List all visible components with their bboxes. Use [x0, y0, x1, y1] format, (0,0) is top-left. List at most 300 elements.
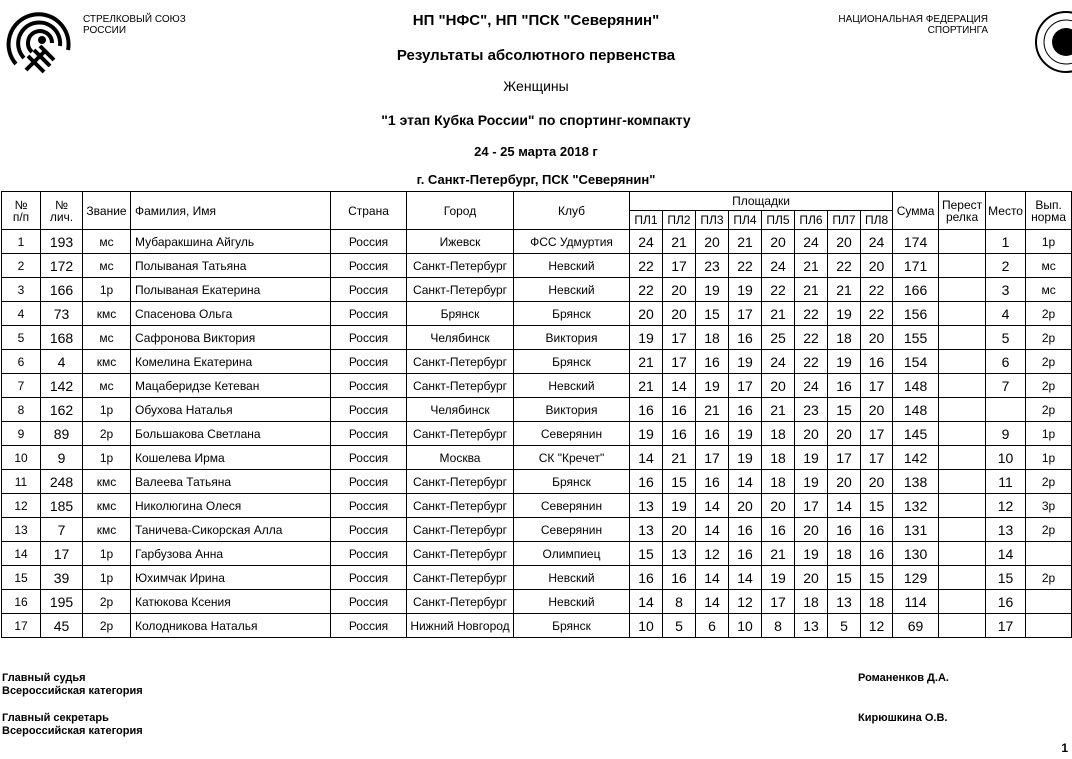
rank-cell: 1р	[83, 278, 131, 302]
shootoff-cell	[939, 422, 986, 446]
site-score: 16	[696, 470, 729, 494]
place-cell: 17	[986, 614, 1026, 638]
city-cell: Санкт-Петербург	[407, 494, 514, 518]
country-cell: Россия	[331, 566, 407, 590]
license-number: 17	[41, 542, 83, 566]
table-row	[2, 278, 1072, 302]
site-score: 15	[630, 542, 663, 566]
table-row	[2, 374, 1072, 398]
site-score: 12	[861, 614, 893, 638]
site-score: 17	[762, 590, 795, 614]
site-score: 14	[630, 446, 663, 470]
athlete-name: Спасенова Ольга	[131, 302, 331, 326]
site-score: 22	[861, 278, 893, 302]
site-score: 16	[663, 398, 696, 422]
site-score: 6	[696, 614, 729, 638]
site-score: 17	[663, 254, 696, 278]
site-score: 25	[762, 326, 795, 350]
city-cell: Челябинск	[407, 326, 514, 350]
rank-cell: мс	[83, 374, 131, 398]
site-score: 16	[696, 350, 729, 374]
site-score: 24	[762, 254, 795, 278]
site-score: 22	[729, 254, 762, 278]
site-score: 19	[729, 350, 762, 374]
site-score: 20	[828, 422, 861, 446]
row-number: 7	[2, 374, 41, 398]
rank-cell: кмс	[83, 350, 131, 374]
country-cell: Россия	[331, 518, 407, 542]
chief-secretary-title: Главный секретарь	[2, 712, 109, 724]
site-score: 15	[828, 398, 861, 422]
norm-cell: 3р	[1026, 494, 1072, 518]
license-number: 7	[41, 518, 83, 542]
shootoff-cell	[939, 254, 986, 278]
site-score: 22	[630, 278, 663, 302]
site-score: 20	[828, 470, 861, 494]
row-number: 14	[2, 542, 41, 566]
site-score: 14	[729, 470, 762, 494]
site-score: 20	[630, 302, 663, 326]
site-score: 21	[729, 230, 762, 254]
country-cell: Россия	[331, 494, 407, 518]
table-row	[2, 494, 1072, 518]
site-score: 14	[828, 494, 861, 518]
place-cell: 2	[986, 254, 1026, 278]
country-cell: Россия	[331, 278, 407, 302]
chief-judge-name: Романенков Д.А.	[858, 672, 949, 684]
site-score: 19	[630, 422, 663, 446]
chief-secretary-block	[2, 712, 143, 738]
rank-cell: 1р	[83, 566, 131, 590]
club-cell: Невский	[514, 566, 630, 590]
col-site-header: ПЛ7	[828, 211, 861, 230]
license-number: 39	[41, 566, 83, 590]
site-score: 16	[630, 470, 663, 494]
site-score: 20	[795, 422, 828, 446]
site-score: 17	[729, 374, 762, 398]
org-left-line: СТРЕЛКОВЫЙ СОЮЗ	[83, 14, 186, 25]
site-score: 18	[828, 326, 861, 350]
license-number: 4	[41, 350, 83, 374]
place-cell: 12	[986, 494, 1026, 518]
norm-cell	[1026, 590, 1072, 614]
norm-cell: 1р	[1026, 446, 1072, 470]
table-row	[2, 470, 1072, 494]
table-row	[2, 446, 1072, 470]
athlete-name: Полываная Татьяна	[131, 254, 331, 278]
site-score: 24	[630, 230, 663, 254]
site-score: 16	[861, 542, 893, 566]
table-row	[2, 566, 1072, 590]
site-score: 21	[828, 278, 861, 302]
site-score: 15	[828, 566, 861, 590]
site-score: 14	[696, 518, 729, 542]
site-score: 24	[861, 230, 893, 254]
site-score: 23	[795, 398, 828, 422]
site-score: 19	[729, 446, 762, 470]
shootoff-cell	[939, 446, 986, 470]
site-score: 18	[762, 422, 795, 446]
shootoff-cell	[939, 566, 986, 590]
site-score: 5	[828, 614, 861, 638]
club-cell: Виктория	[514, 398, 630, 422]
license-number: 73	[41, 302, 83, 326]
city-cell: Нижний Новгород	[407, 614, 514, 638]
total-sum: 138	[893, 470, 939, 494]
site-score: 10	[729, 614, 762, 638]
site-score: 15	[663, 470, 696, 494]
chief-secretary-category: Всероссийская категория	[2, 725, 143, 737]
country-cell: Россия	[331, 254, 407, 278]
org-left-line: РОССИИ	[83, 25, 127, 36]
total-sum: 156	[893, 302, 939, 326]
chief-judge-block	[2, 672, 143, 698]
col-site-header: ПЛ8	[861, 211, 893, 230]
place-cell: 15	[986, 566, 1026, 590]
club-cell: Олимпиец	[514, 542, 630, 566]
site-score: 22	[630, 254, 663, 278]
site-score: 17	[828, 446, 861, 470]
city-cell: Санкт-Петербург	[407, 542, 514, 566]
total-sum: 148	[893, 374, 939, 398]
license-number: 9	[41, 446, 83, 470]
col-license-header: № лич.	[41, 192, 83, 230]
total-sum: 142	[893, 446, 939, 470]
chief-judge-title: Главный судья	[2, 672, 86, 684]
site-score: 20	[663, 518, 696, 542]
site-score: 14	[729, 566, 762, 590]
site-score: 16	[729, 326, 762, 350]
site-score: 18	[828, 542, 861, 566]
site-score: 19	[696, 278, 729, 302]
total-sum: 155	[893, 326, 939, 350]
total-sum: 130	[893, 542, 939, 566]
rank-cell: мс	[83, 326, 131, 350]
country-cell: Россия	[331, 422, 407, 446]
club-cell: СК "Кречет"	[514, 446, 630, 470]
athlete-name: Мубаракшина Айгуль	[131, 230, 331, 254]
site-score: 22	[795, 350, 828, 374]
club-cell: Невский	[514, 374, 630, 398]
row-number: 3	[2, 278, 41, 302]
rank-cell: 2р	[83, 422, 131, 446]
athlete-name: Николюгина Олеся	[131, 494, 331, 518]
site-score: 14	[630, 590, 663, 614]
norm-cell	[1026, 542, 1072, 566]
doc-event: "1 этап Кубка России" по спортинг-компакту	[381, 112, 691, 128]
col-site-header: ПЛ6	[795, 211, 828, 230]
site-score: 20	[762, 494, 795, 518]
license-number: 166	[41, 278, 83, 302]
site-score: 16	[630, 398, 663, 422]
site-score: 16	[861, 518, 893, 542]
row-number: 17	[2, 614, 41, 638]
shootoff-cell	[939, 374, 986, 398]
place-cell: 11	[986, 470, 1026, 494]
col-site-header: ПЛ4	[729, 211, 762, 230]
rank-cell: кмс	[83, 302, 131, 326]
shootoff-cell	[939, 614, 986, 638]
club-cell: Северянин	[514, 494, 630, 518]
site-score: 20	[861, 470, 893, 494]
doc-subtitle: Результаты абсолютного первенства	[396, 47, 676, 64]
table-row	[2, 350, 1072, 374]
chief-secretary-name: Кирюшкина О.В.	[858, 712, 948, 724]
shootoff-cell	[939, 230, 986, 254]
table-row	[2, 590, 1072, 614]
site-score: 15	[861, 566, 893, 590]
norm-cell: мс	[1026, 254, 1072, 278]
site-score: 17	[696, 446, 729, 470]
city-cell: Санкт-Петербург	[407, 254, 514, 278]
site-score: 17	[861, 422, 893, 446]
site-score: 16	[729, 542, 762, 566]
table-row	[2, 230, 1072, 254]
row-number: 15	[2, 566, 41, 590]
total-sum: 148	[893, 398, 939, 422]
site-score: 18	[696, 326, 729, 350]
site-score: 20	[663, 302, 696, 326]
site-score: 17	[663, 326, 696, 350]
athlete-name: Обухова Наталья	[131, 398, 331, 422]
shootoff-cell	[939, 278, 986, 302]
city-cell: Москва	[407, 446, 514, 470]
col-country-header: Страна	[331, 192, 407, 230]
site-score: 18	[762, 446, 795, 470]
site-score: 19	[630, 326, 663, 350]
site-score: 19	[795, 470, 828, 494]
total-sum: 145	[893, 422, 939, 446]
total-sum: 132	[893, 494, 939, 518]
norm-cell: 2р	[1026, 302, 1072, 326]
country-cell: Россия	[331, 374, 407, 398]
site-score: 21	[663, 230, 696, 254]
site-score: 14	[663, 374, 696, 398]
org-right-line: НАЦИОНАЛЬНАЯ ФЕДЕРАЦИЯ	[838, 14, 988, 25]
doc-dates: 24 - 25 марта 2018 г	[474, 144, 598, 159]
row-number: 13	[2, 518, 41, 542]
total-sum: 69	[893, 614, 939, 638]
rank-cell: кмс	[83, 518, 131, 542]
site-score: 18	[795, 590, 828, 614]
norm-cell: 2р	[1026, 374, 1072, 398]
site-score: 10	[630, 614, 663, 638]
rank-cell: кмс	[83, 494, 131, 518]
site-score: 16	[828, 518, 861, 542]
col-shootoff-header: Перест релка	[939, 192, 986, 230]
country-cell: Россия	[331, 302, 407, 326]
site-score: 21	[762, 542, 795, 566]
rank-cell: 2р	[83, 590, 131, 614]
row-number: 2	[2, 254, 41, 278]
site-score: 20	[729, 494, 762, 518]
site-score: 21	[630, 374, 663, 398]
city-cell: Санкт-Петербург	[407, 422, 514, 446]
club-cell: Невский	[514, 590, 630, 614]
club-cell: Виктория	[514, 326, 630, 350]
city-cell: Санкт-Петербург	[407, 470, 514, 494]
table-row	[2, 254, 1072, 278]
col-sum-header: Сумма	[893, 192, 939, 230]
site-score: 16	[663, 566, 696, 590]
site-score: 21	[696, 398, 729, 422]
norm-cell: 2р	[1026, 470, 1072, 494]
club-cell: Невский	[514, 254, 630, 278]
row-number: 10	[2, 446, 41, 470]
site-score: 17	[663, 350, 696, 374]
col-norm-header: Вып. норма	[1026, 192, 1072, 230]
place-cell: 4	[986, 302, 1026, 326]
license-number: 45	[41, 614, 83, 638]
site-score: 14	[696, 590, 729, 614]
site-score: 19	[795, 446, 828, 470]
city-cell: Брянск	[407, 302, 514, 326]
norm-cell: 2р	[1026, 398, 1072, 422]
site-score: 15	[696, 302, 729, 326]
place-cell	[986, 398, 1026, 422]
row-number: 4	[2, 302, 41, 326]
col-name-header: Фамилия, Имя	[131, 192, 331, 230]
doc-venue: г. Санкт-Петербург, ПСК "Северянин"	[416, 172, 656, 187]
athlete-name: Юхимчак Ирина	[131, 566, 331, 590]
athlete-name: Комелина Екатерина	[131, 350, 331, 374]
country-cell: Россия	[331, 470, 407, 494]
license-number: 168	[41, 326, 83, 350]
place-cell: 1	[986, 230, 1026, 254]
country-cell: Россия	[331, 350, 407, 374]
doc-category: Женщины	[503, 78, 569, 94]
row-number: 11	[2, 470, 41, 494]
city-cell: Санкт-Петербург	[407, 518, 514, 542]
site-score: 21	[762, 302, 795, 326]
license-number: 162	[41, 398, 83, 422]
site-score: 17	[795, 494, 828, 518]
site-score: 19	[663, 494, 696, 518]
site-score: 20	[795, 566, 828, 590]
norm-cell: 2р	[1026, 326, 1072, 350]
club-cell: Северянин	[514, 422, 630, 446]
country-cell: Россия	[331, 326, 407, 350]
club-cell: Брянск	[514, 350, 630, 374]
shootoff-cell	[939, 542, 986, 566]
col-rank-header: Звание	[83, 192, 131, 230]
col-sites-header: Площадки	[630, 192, 893, 211]
license-number: 195	[41, 590, 83, 614]
city-cell: Санкт-Петербург	[407, 566, 514, 590]
norm-cell	[1026, 614, 1072, 638]
total-sum: 129	[893, 566, 939, 590]
site-score: 13	[795, 614, 828, 638]
athlete-name: Полываная Екатерина	[131, 278, 331, 302]
shootoff-cell	[939, 518, 986, 542]
table-row	[2, 542, 1072, 566]
license-number: 193	[41, 230, 83, 254]
site-score: 19	[762, 566, 795, 590]
doc-title: НП "НФС", НП "ПСК "Северянин"	[412, 12, 660, 29]
athlete-name: Таничева-Сикорская Алла	[131, 518, 331, 542]
club-cell: Брянск	[514, 302, 630, 326]
shootoff-cell	[939, 302, 986, 326]
table-row	[2, 614, 1072, 638]
norm-cell: 1р	[1026, 230, 1072, 254]
site-score: 21	[762, 398, 795, 422]
license-number: 185	[41, 494, 83, 518]
site-score: 13	[663, 542, 696, 566]
table-row	[2, 518, 1072, 542]
total-sum: 154	[893, 350, 939, 374]
license-number: 89	[41, 422, 83, 446]
site-score: 19	[729, 422, 762, 446]
col-city-header: Город	[407, 192, 514, 230]
site-score: 20	[828, 230, 861, 254]
athlete-name: Валеева Татьяна	[131, 470, 331, 494]
country-cell: Россия	[331, 542, 407, 566]
total-sum: 171	[893, 254, 939, 278]
site-score: 16	[696, 422, 729, 446]
license-number: 172	[41, 254, 83, 278]
row-number: 1	[2, 230, 41, 254]
rank-cell: кмс	[83, 470, 131, 494]
site-score: 20	[663, 278, 696, 302]
total-sum: 114	[893, 590, 939, 614]
country-cell: Россия	[331, 446, 407, 470]
shootoff-cell	[939, 470, 986, 494]
norm-cell: 2р	[1026, 350, 1072, 374]
rank-cell: 1р	[83, 446, 131, 470]
shootoff-cell	[939, 398, 986, 422]
site-score: 22	[828, 254, 861, 278]
row-number: 16	[2, 590, 41, 614]
site-score: 12	[696, 542, 729, 566]
place-cell: 5	[986, 326, 1026, 350]
place-cell: 10	[986, 446, 1026, 470]
athlete-name: Сафронова Виктория	[131, 326, 331, 350]
site-score: 14	[696, 494, 729, 518]
rank-cell: мс	[83, 230, 131, 254]
row-number: 5	[2, 326, 41, 350]
site-score: 22	[795, 326, 828, 350]
club-cell: ФСС Удмуртия	[514, 230, 630, 254]
athlete-name: Кошелева Ирма	[131, 446, 331, 470]
athlete-name: Мацаберидзе Кетеван	[131, 374, 331, 398]
norm-cell: мс	[1026, 278, 1072, 302]
col-site-header: ПЛ2	[663, 211, 696, 230]
col-num-header: № п/п	[2, 192, 41, 230]
site-score: 16	[729, 518, 762, 542]
city-cell: Санкт-Петербург	[407, 278, 514, 302]
site-score: 20	[762, 374, 795, 398]
site-score: 19	[828, 350, 861, 374]
site-score: 17	[861, 446, 893, 470]
site-score: 23	[696, 254, 729, 278]
row-number: 8	[2, 398, 41, 422]
site-score: 20	[762, 230, 795, 254]
chief-judge-category: Всероссийская категория	[2, 685, 143, 697]
site-score: 16	[861, 350, 893, 374]
site-score: 13	[630, 518, 663, 542]
table-row	[2, 398, 1072, 422]
shootoff-cell	[939, 326, 986, 350]
row-number: 12	[2, 494, 41, 518]
site-score: 19	[729, 278, 762, 302]
shootoff-cell	[939, 494, 986, 518]
site-score: 15	[861, 494, 893, 518]
rank-cell: мс	[83, 254, 131, 278]
rank-cell: 1р	[83, 542, 131, 566]
country-cell: Россия	[331, 614, 407, 638]
total-sum: 174	[893, 230, 939, 254]
row-number: 9	[2, 422, 41, 446]
